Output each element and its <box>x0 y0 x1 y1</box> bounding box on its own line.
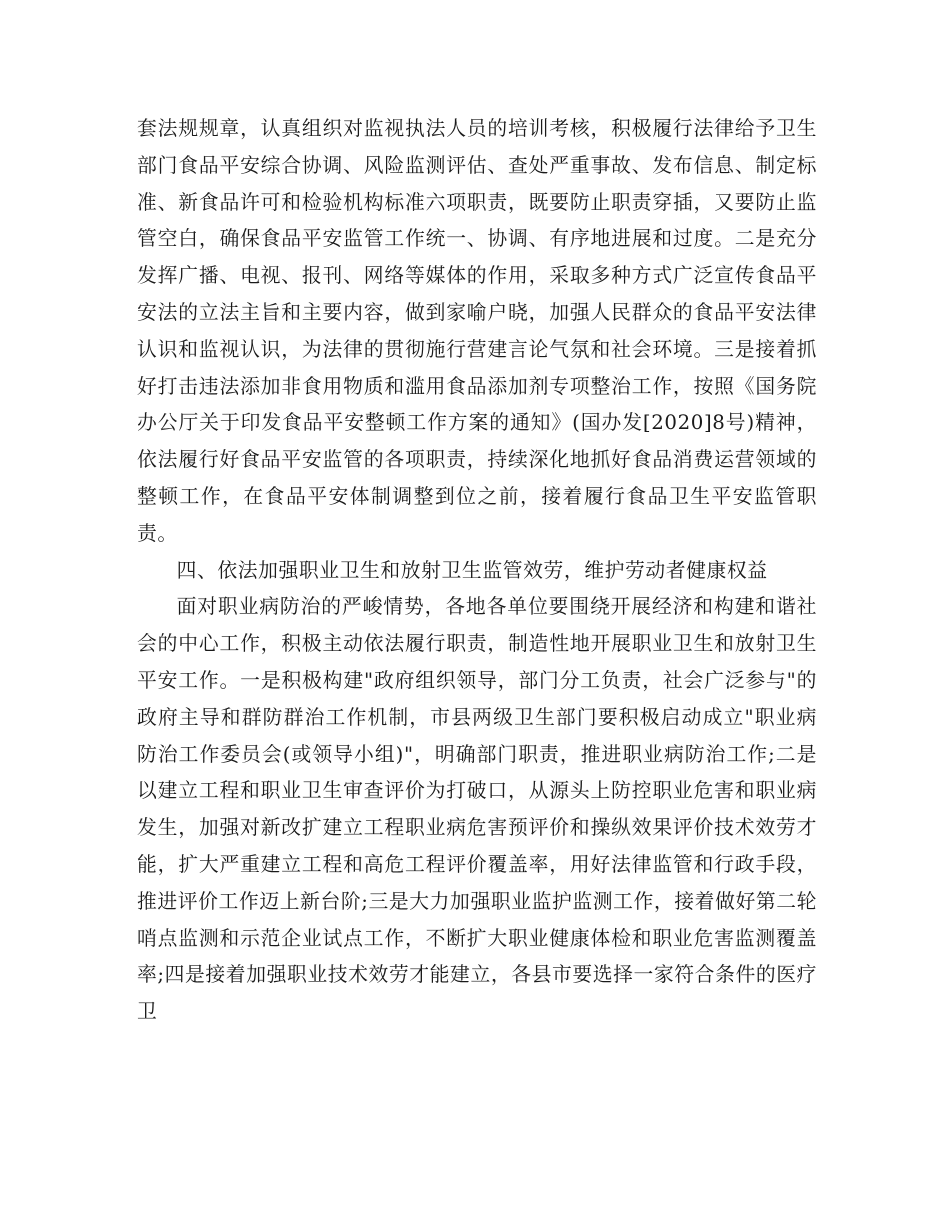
document-body <box>137 111 817 1031</box>
paragraph-occupational-health: 面对职业病防治的严峻情势，各地各单位要围绕开展经济和构建和谐社会的中心工作，积极主动依法履行职责，制造性地开展职业卫生和放射卫生平安工作。一是积极构建"政府组织领导，部门分工负责，社会广泛参与"的政府主导和群防群治工作机制，市县两级卫生部门要积极启动成立"职业病防治工作委员会(或领导小组)"，明确部门职责，推进职业病防治工作;二是以建立工程和职业卫生审查评价为打破口，从源头上防控职业危害和职业病发生，加强对新改扩建立工程职业病危害预评价和操纵效果评价技术效劳才能，扩大严重建立工程和高危工程评价覆盖率，用好法律监管和行政手段，推进评价工作迈上新台阶;三是大力加强职业监护监测工作，接着做好第二轮哨点监测和示范企业试点工作，不断扩大职业健康体检和职业危害监测覆盖率;四是接着加强职业技术效劳才能建立，各县市要选择一家符合条件的医疗卫 <box>137 595 817 1024</box>
paragraph-food-safety: 套法规规章，认真组织对监视执法人员的培训考核，积极履行法律给予卫生部门食品平安综合协调、风险监测评估、查处严重事故、发布信息、制定标准、新食品许可和检验机构标准六项职责，既要防止职责穿插，又要防止监管空白，确保食品平安监管工作统一、协调、有序地进展和过度。二是充分发挥广播、电视、报刊、网络等媒体的作用，采取多种方式广泛宣传食品平安法的立法主旨和主要内容，做到家喻户晓，加强人民群众的食品平安法律认识和监视认识，为法律的贯彻施行营建言论气氛和社会环境。三是接着抓好打击违法添加非食用物质和滥用食品添加剂专项整治工作，按照《国务院办公厅关于印发食品平安整顿工作方案的通知》(国办发[2020]8号)精神，依法履行好食品平安监管的各项职责，持续深化地抓好食品消费运营领域的整顿工作，在食品平安体制调整到位之前，接着履行食品卫生平安监管职责。 <box>137 117 817 545</box>
section-heading-occupational-health: 四、依法加强职业卫生和放射卫生监管效劳，维护劳动者健康权益 <box>176 558 768 582</box>
